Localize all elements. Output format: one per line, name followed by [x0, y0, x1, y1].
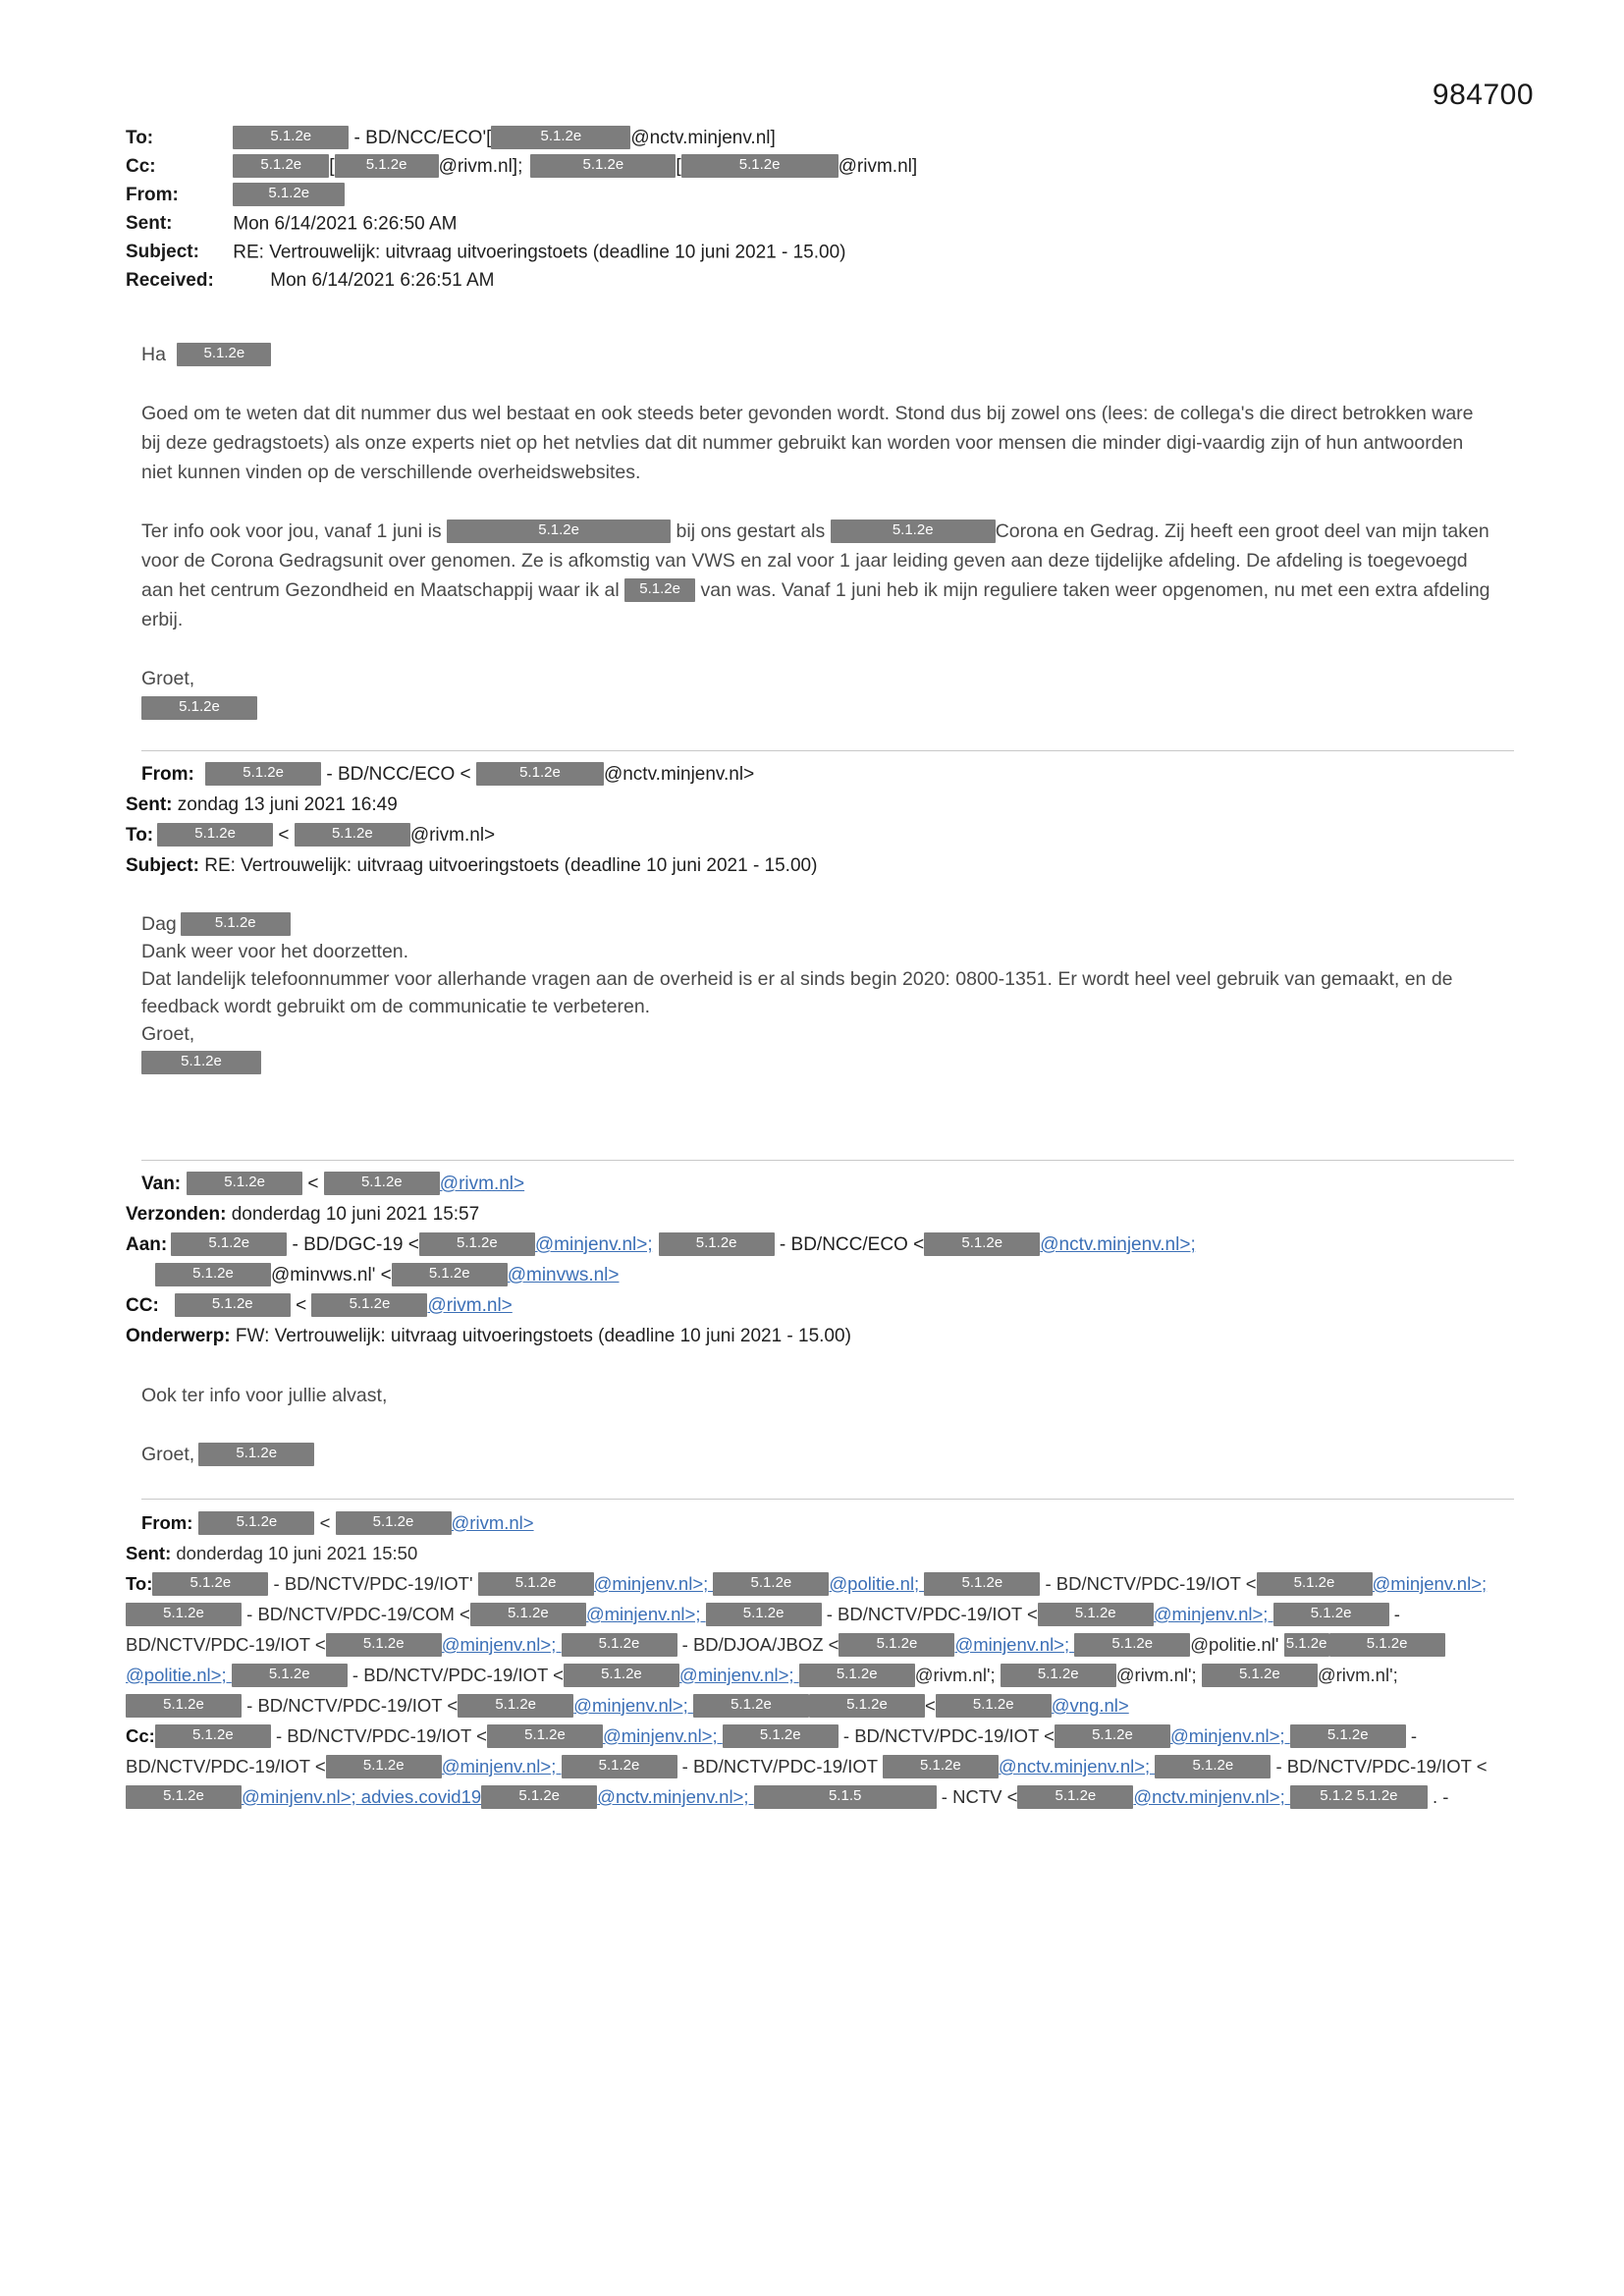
message-signoff: Groet, [141, 668, 195, 689]
quote2-row-aan [126, 1230, 1500, 1290]
redaction-box: 5.1.2e [936, 1694, 1052, 1718]
quote3-to-token-5: - BD/NCTV/PDC-19/COM < [242, 1604, 470, 1624]
quote3-to-token-21[interactable]: @minjenv.nl>; [573, 1695, 693, 1716]
redaction-box: 5.1.2e [181, 912, 291, 936]
quote3-cc-token-7[interactable]: @nctv.minjenv.nl>; [998, 1756, 1156, 1777]
message-paragraph-2 [141, 517, 1496, 634]
email-content [126, 124, 1520, 1812]
redaction-box: 5.1.2e [232, 1664, 348, 1687]
quote2-row-van [141, 1169, 1520, 1199]
redaction-box: 5.1.2e [1273, 1603, 1389, 1626]
redaction-box: 5.1.2e [723, 1724, 839, 1748]
quote3-to-token-1[interactable]: @minjenv.nl>; [593, 1573, 714, 1594]
redaction-box: 5.1.2e [564, 1664, 679, 1687]
quote3-cc-token-0: - BD/NCTV/PDC-19/IOT < [270, 1725, 487, 1746]
header-value-from [233, 185, 345, 205]
redaction-box: 5.1.2e [152, 1572, 268, 1596]
header-row-cc [126, 152, 1520, 181]
quote2-label-onderwerp: Onderwerp: [126, 1326, 231, 1346]
cc-sep-2: [ [676, 156, 681, 178]
quote2-label-cc: CC: [126, 1295, 159, 1316]
redaction-box: 5.1.2e [198, 1511, 314, 1535]
quote2-aan-domain-3[interactable]: @minvws.nl> [507, 1265, 620, 1285]
header-value-sent: Mon 6/14/2021 6:26:50 AM [233, 213, 458, 235]
redaction-box: 5.1.2e [924, 1572, 1040, 1596]
quote2-van-domain[interactable]: @rivm.nl> [439, 1174, 525, 1194]
quote2-row-onderwerp [126, 1321, 1520, 1351]
document-number: 984700 [1432, 79, 1534, 111]
quote3-header [126, 1507, 1510, 1812]
redaction-box: 5.1.2e [198, 1443, 314, 1466]
para2-part-c: Corona en Gedrag. Zij heeft een groot deel van mijn taken voor de Corona Gedragsunit over genomen. Ze is afkomstig van VWS en zal voor 1 jaar leiding geven aan deze tijdelijke afdeling. De afdeling is toegevoegd aan het centrum Gezondheid en Maatschappij waar ik al [141, 520, 1489, 601]
header-row-to [126, 124, 1520, 152]
quote1-body-line-2: Dat landelijk telefoonnummer voor allerhande vragen aan de overheid is er al sinds begin 2020: 0800-1351. Er wordt heel veel gebruik van gemaakt, en de feedback wordt gebruikt om de communicatie te verbeteren. [141, 968, 1453, 1017]
redaction-box: 5.1.2e [1038, 1603, 1154, 1626]
quote2-aan-part-2: - BD/NCC/ECO < [774, 1234, 925, 1255]
quote2-body [141, 1381, 1520, 1469]
header-label-received: Received: [126, 270, 214, 292]
redaction-box: 5.1.2e [470, 1603, 586, 1626]
quote1-body [141, 910, 1520, 1077]
redaction-box: 5.1.2e [336, 1511, 452, 1535]
quote3-to-token-6[interactable]: @minjenv.nl>; [585, 1604, 706, 1624]
redaction-box: 5.1.2e [155, 1724, 271, 1748]
quote2-body-signoff: Groet, [141, 1444, 195, 1465]
header-value-subject: RE: Vertrouwelijk: uitvraag uitvoeringstoets (deadline 10 juni 2021 - 15.00) [233, 242, 846, 263]
quote1-row-from [141, 759, 1520, 790]
redaction-box: 5.1.2e [233, 183, 345, 206]
redaction-box: 5.1.2e [1290, 1724, 1406, 1748]
quote3-cc-token-5[interactable]: @minjenv.nl>; [441, 1756, 562, 1777]
header-row-sent [126, 209, 1520, 238]
redaction-box: 5.1.2e [141, 696, 257, 720]
redaction-box: 5.1.2e [1001, 1664, 1116, 1687]
redaction-box: 5.1.2e [447, 519, 671, 543]
para2-part-a: Ter info ook voor jou, vanaf 1 juni is [141, 520, 442, 542]
quote3-to-token-12[interactable]: @minjenv.nl>; [954, 1634, 1075, 1655]
cc-sep-1: [ [329, 156, 335, 178]
cc-domain-2: @rivm.nl] [838, 156, 918, 178]
quote3-row-from [141, 1507, 1510, 1538]
header-row-received [126, 266, 1520, 295]
redaction-box: 5.1.2e [1329, 1633, 1445, 1657]
quote1-value-sent: zondag 13 juni 2021 16:49 [177, 794, 398, 815]
quote3-to-token-11: - BD/DJOA/JBOZ < [677, 1634, 839, 1655]
redaction-box: 5.1.2e [562, 1633, 677, 1657]
to-domain: @nctv.minjenv.nl] [630, 128, 776, 149]
header-label-cc: Cc: [126, 156, 156, 178]
header-label-subject: Subject: [126, 242, 199, 263]
quote-divider-3 [141, 1499, 1514, 1500]
quote3-to-token-3: - BD/NCTV/PDC-19/IOT < [1040, 1573, 1257, 1594]
redaction-box: 5.1.2e [1257, 1572, 1373, 1596]
quote3-value-sent: donderdag 10 juni 2021 15:50 [176, 1543, 418, 1563]
quote3-cc-token-4: - BD/NCTV/PDC-19/IOT < [126, 1725, 1418, 1777]
redaction-box: 5.1.2e [681, 154, 839, 178]
redaction-box: 5.1.2e [1055, 1724, 1170, 1748]
quote2-cc-sep: < [296, 1295, 307, 1316]
quote3-to-token-14[interactable]: @politie.nl>; [126, 1665, 232, 1685]
redaction-box: 5.1.2e [187, 1172, 302, 1195]
quote2-aan-domain-2[interactable]: @nctv.minjenv.nl>; [1040, 1234, 1196, 1255]
quote2-aan-domain-1[interactable]: @minjenv.nl>; [534, 1234, 653, 1255]
quote1-to-sep: < [278, 825, 290, 846]
quote2-label-verzonden: Verzonden: [126, 1204, 227, 1225]
redaction-box: 5.1.2e [659, 1232, 775, 1256]
quote3-cc-token-3[interactable]: @minjenv.nl>; [1169, 1725, 1290, 1746]
redaction-box: 5.1.2e [839, 1633, 954, 1657]
redaction-box: 5.1.2e [419, 1232, 535, 1256]
quote3-to-token-7: - BD/NCTV/PDC-19/IOT < [821, 1604, 1038, 1624]
redaction-box: 5.1.2e [799, 1664, 915, 1687]
quote3-row-cc [126, 1721, 1510, 1812]
quote3-label-cc: Cc: [126, 1725, 155, 1746]
quote1-header [126, 759, 1520, 881]
quote2-label-van: Van: [141, 1174, 182, 1194]
redaction-box: 5.1.2e [155, 1263, 271, 1286]
redaction-box: 5.1.2e [205, 762, 321, 786]
quote2-van-sep: < [307, 1174, 319, 1194]
redaction-box: 5.1.2e [491, 126, 630, 149]
message-signature [141, 693, 1520, 723]
redaction-box: 5.1.2e [1284, 1633, 1329, 1657]
quote1-row-sent [126, 790, 1520, 820]
redaction-box: 5.1.2e [693, 1694, 809, 1718]
redaction-box: 5.1.2e [171, 1232, 287, 1256]
quote3-to-token-23[interactable]: @vng.nl> [1051, 1695, 1129, 1716]
quote3-to-token-8[interactable]: @minjenv.nl>; [1153, 1604, 1273, 1624]
redaction-box: 5.1.2e [126, 1694, 242, 1718]
redaction-box: 5.1.2e [233, 154, 329, 178]
quote3-to-token-15: - BD/NCTV/PDC-19/IOT < [347, 1665, 564, 1685]
redaction-box: 5.1.2e [530, 154, 676, 178]
quote1-from-suffix: - BD/NCC/ECO < [321, 764, 471, 785]
redaction-box: 5.1.2e [713, 1572, 829, 1596]
quote2-value-onderwerp: FW: Vertrouwelijk: uitvraag uitvoeringstoets (deadline 10 juni 2021 - 15.00) [235, 1326, 851, 1346]
quote3-cc-token-11: - NCTV < [936, 1786, 1018, 1807]
quote2-header [126, 1169, 1520, 1351]
quote3-cc-token-2: - BD/NCTV/PDC-19/IOT < [838, 1725, 1055, 1746]
quote1-body-greeting: Dag [141, 913, 177, 935]
quote1-body-signature [141, 1048, 1520, 1077]
header-row-subject [126, 238, 1520, 266]
redaction-box: 5.1.2e [476, 762, 604, 786]
quote1-label-to: To: [126, 825, 154, 846]
redaction-box: 5.1.2e [1074, 1633, 1190, 1657]
to-suffix: - BD/NCC/ECO'[ [349, 128, 492, 149]
quote3-label-sent: Sent: [126, 1543, 172, 1563]
redaction-box: 5.1.2e [324, 1172, 440, 1195]
quote2-cc-domain[interactable]: @rivm.nl> [427, 1295, 513, 1316]
quote1-label-from: From: [141, 764, 194, 785]
quote2-aan-part-1: - BD/DGC-19 < [287, 1234, 419, 1255]
message-greeting: Ha [141, 344, 166, 365]
quote2-row-cc [126, 1290, 1520, 1321]
quote-divider-2 [141, 1160, 1514, 1161]
redaction-box: 5.1.2e [706, 1603, 822, 1626]
header-row-from [126, 181, 1520, 209]
redaction-box: 5.1.2e [335, 154, 439, 178]
quote1-label-subject: Subject: [126, 855, 199, 876]
quote1-row-to [126, 820, 1520, 850]
quote3-to-token-9: - BD/NCTV/PDC-19/IOT < [126, 1604, 1400, 1655]
quote3-row-to [126, 1568, 1510, 1721]
message-greeting-line [141, 340, 1520, 369]
email-header [126, 124, 1520, 295]
quote3-to-token-2[interactable]: @politie.nl; [829, 1573, 925, 1594]
quote3-to-token-10[interactable]: @minjenv.nl>; [441, 1634, 562, 1655]
quote3-label-to: To: [126, 1573, 153, 1594]
redaction-box: 5.1.2e [458, 1694, 573, 1718]
quote3-to-token-20: - BD/NCTV/PDC-19/IOT < [242, 1695, 459, 1716]
quote2-row-verzonden [126, 1199, 1520, 1230]
header-value-to [233, 128, 776, 148]
quote1-value-subject: RE: Vertrouwelijk: uitvraag uitvoeringstoets (deadline 10 juni 2021 - 15.00) [204, 855, 818, 876]
cc-domain-1: @rivm.nl]; [438, 156, 523, 178]
quote1-row-subject [126, 850, 1520, 881]
quote3-to-token-16[interactable]: @minjenv.nl>; [678, 1665, 799, 1685]
redaction-box: 5.1.2e [487, 1724, 603, 1748]
quote1-body-greeting-line [141, 910, 1520, 938]
quote3-cc-token-1[interactable]: @minjenv.nl>; [602, 1725, 723, 1746]
redaction-box: 5.1.2e [175, 1293, 291, 1317]
redaction-box: 5.1.2e [481, 1785, 597, 1809]
quote3-to-token-0: - BD/NCTV/PDC-19/IOT' [268, 1573, 478, 1594]
redaction-box: 5.1.5 [754, 1785, 937, 1809]
quote2-body-line-1: Ook ter info voor jullie alvast, [141, 1385, 388, 1406]
redaction-box: 5.1.2e [126, 1603, 242, 1626]
redaction-box: 5.1.2e [141, 1051, 261, 1074]
quote-divider-1 [141, 750, 1514, 751]
quote3-cc-token-8: - BD/NCTV/PDC-19/IOT < [1271, 1756, 1488, 1777]
redaction-box: 5.1.2e [233, 126, 349, 149]
quote3-cc-token-9[interactable]: @minjenv.nl>; advies.covid19 [242, 1786, 482, 1807]
quote3-to-token-4[interactable]: @minjenv.nl>; [1372, 1573, 1488, 1594]
quote3-to-token-22: < [924, 1695, 936, 1716]
quote3-from-domain[interactable]: @rivm.nl> [451, 1512, 534, 1533]
redaction-box: 5.1.2e [562, 1755, 677, 1778]
redaction-box: 5.1.2e [831, 519, 996, 543]
quote1-from-domain: @nctv.minjenv.nl> [603, 764, 755, 785]
quote3-cc-token-12[interactable]: @nctv.minjenv.nl>; [1133, 1786, 1290, 1807]
redaction-box: 5.1.2e [392, 1263, 508, 1286]
redaction-box: 5.1.2e [478, 1572, 594, 1596]
redaction-box: 5.1.2e [1017, 1785, 1133, 1809]
message-body [141, 340, 1520, 723]
quote1-label-sent: Sent: [126, 794, 173, 815]
quote3-from-sep: < [319, 1512, 331, 1533]
header-label-from: From: [126, 185, 179, 206]
redaction-box: 5.1.2e [809, 1694, 925, 1718]
redaction-box: 5.1.2e [326, 1633, 442, 1657]
quote3-cc-token-13: . - [1427, 1786, 1449, 1807]
quote3-to-token-13: @politie.nl' [1190, 1634, 1284, 1655]
para2-part-d: van was. Vanaf 1 juni heb ik mijn reguliere taken weer opgenomen, nu met een extra afdeling erbij. [141, 579, 1490, 630]
quote3-row-sent [126, 1538, 1510, 1568]
quote2-label-aan: Aan: [126, 1234, 168, 1255]
redaction-box: 5.1.2e [326, 1755, 442, 1778]
redaction-box: 5.1.2e [311, 1293, 427, 1317]
redaction-box: 5.1.2e [1155, 1755, 1271, 1778]
quote1-to-domain: @rivm.nl> [409, 825, 496, 846]
redaction-box: 5.1.2e [177, 343, 271, 366]
quote3-to-token-18: @rivm.nl'; [1115, 1665, 1202, 1685]
redaction-box: 5.1.2e [1202, 1664, 1318, 1687]
para2-part-b: bij ons gestart als [676, 520, 826, 542]
quote3-cc-token-10[interactable]: @nctv.minjenv.nl>; [597, 1786, 754, 1807]
redaction-box: 5.1.2e [126, 1785, 242, 1809]
redaction-box: 5.1.2e [157, 823, 273, 847]
redaction-box: 5.1.2e [624, 578, 695, 602]
quote2-aan-part-3: @minvws.nl' < [271, 1265, 392, 1285]
header-label-to: To: [126, 128, 154, 149]
quote1-body-line-1: Dank weer voor het doorzetten. [141, 941, 409, 962]
header-value-received: Mon 6/14/2021 6:26:51 AM [270, 270, 495, 292]
header-value-cc [233, 156, 917, 177]
header-label-sent: Sent: [126, 213, 173, 235]
redaction-box: 5.1.2e [924, 1232, 1040, 1256]
quote3-cc-token-6: - BD/NCTV/PDC-19/IOT [677, 1756, 883, 1777]
quote3-label-from: From: [141, 1512, 193, 1533]
redaction-box: 5.1.2e [883, 1755, 999, 1778]
quote3-to-token-19: @rivm.nl'; [1317, 1665, 1398, 1685]
redaction-box: 5.1.2e [295, 823, 410, 847]
quote2-body-signoff-line [141, 1440, 1520, 1469]
quote1-body-signoff: Groet, [141, 1023, 195, 1045]
quote3-to-token-17: @rivm.nl'; [914, 1665, 1001, 1685]
quote2-value-verzonden: donderdag 10 juni 2021 15:57 [231, 1204, 480, 1225]
message-paragraph-1: Goed om te weten dat dit nummer dus wel bestaat en ook steeds beter gevonden wordt. Stond dus bij zowel ons (lees: de collega's die direct betrokken ware bij deze gedragstoets) als onze experts niet op het netvlies dat dit nummer gebruikt kan worden voor mensen die minder digi-vaardig zijn of hun antwoorden niet kunnen vinden op de verschillende overheidswebsites. [141, 403, 1474, 483]
redaction-box: 5.1.2 5.1.2e [1290, 1785, 1428, 1809]
